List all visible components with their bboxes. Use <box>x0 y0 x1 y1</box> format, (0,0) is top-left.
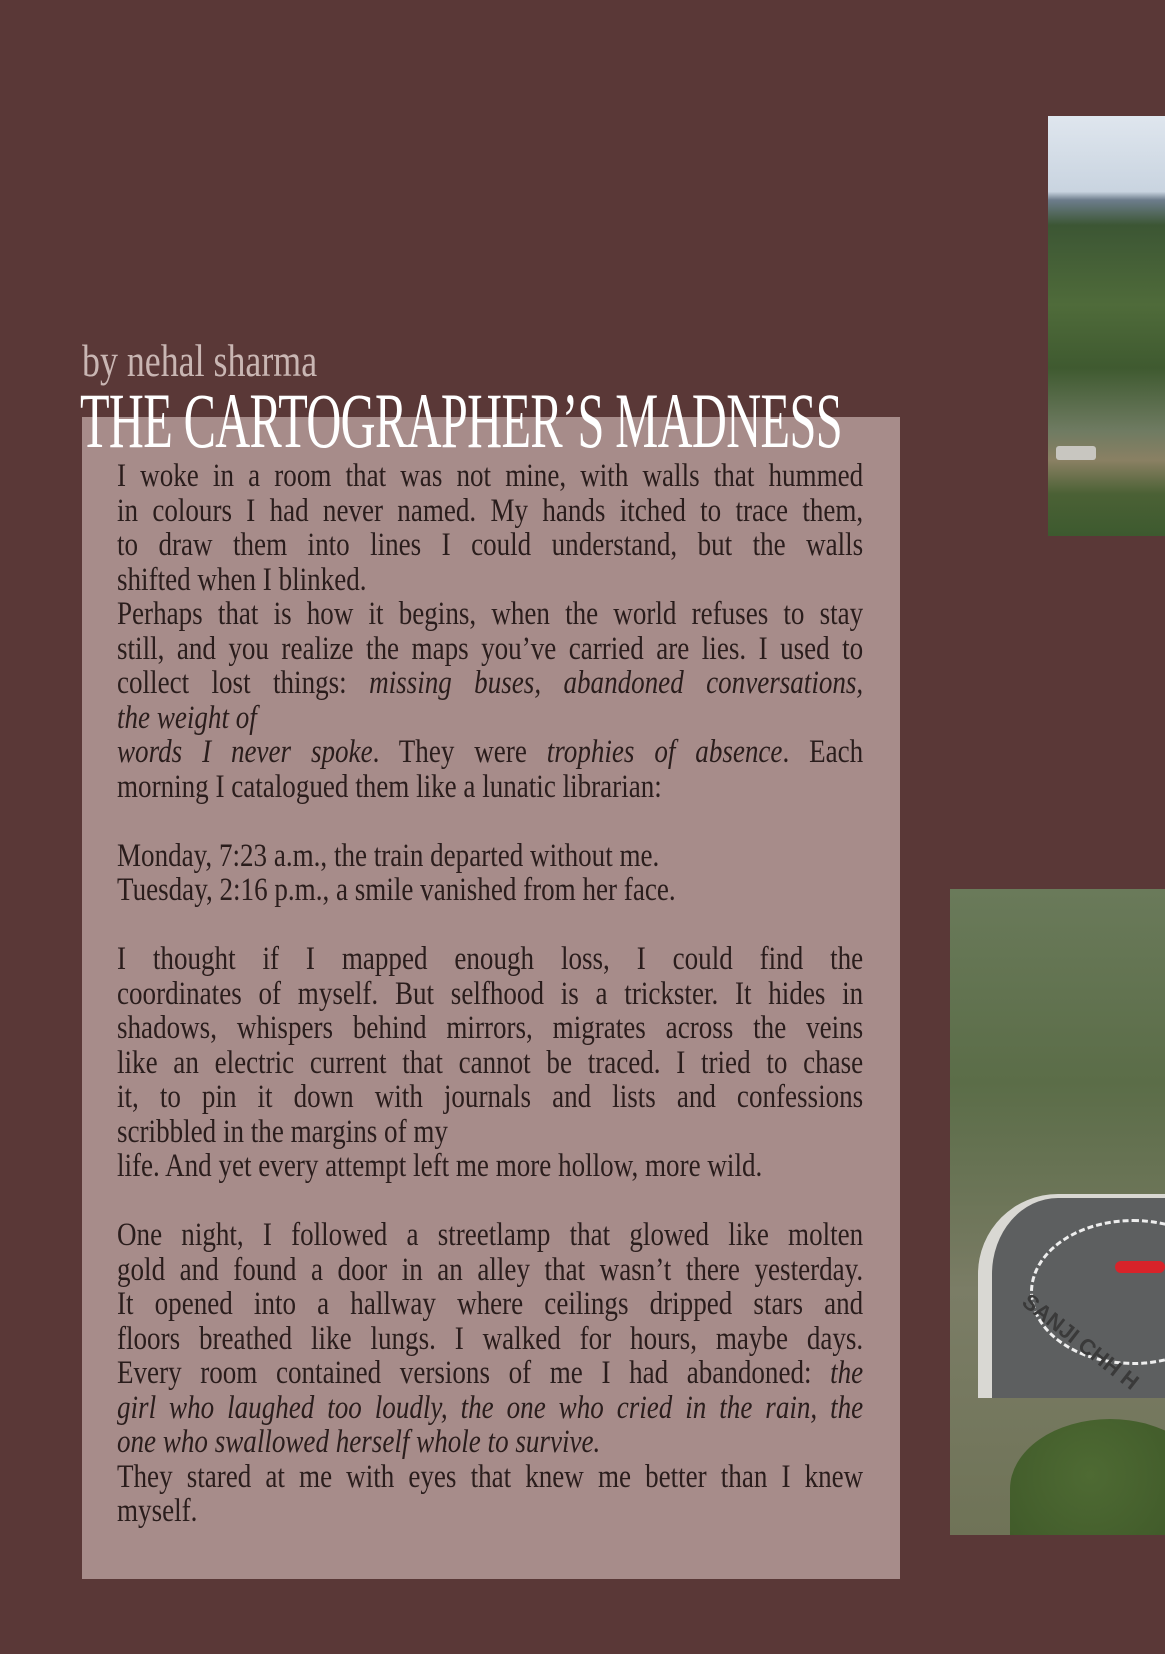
text-segment: floors breathed like lungs. I walked for hours, maybe days. <box>117 1321 864 1356</box>
text-segment: gold and found a door in an alley that wasn’t there yesterday. <box>117 1252 864 1287</box>
italic-text: one who swallowed herself whole to survive. <box>117 1424 601 1460</box>
text-line <box>117 701 863 736</box>
text-line <box>117 1322 863 1357</box>
italic-text: words I never spoke <box>117 735 373 770</box>
text-segment: Every room contained versions of me I had abandoned: <box>117 1356 831 1391</box>
text-line <box>117 1460 863 1495</box>
text-segment: in colours I had never named. My hands itched to trace them, <box>117 493 864 528</box>
text-line <box>117 1494 863 1529</box>
text-segment: it, to pin it down with journals and lists and confessions <box>117 1080 864 1115</box>
text-segment: They stared at me with eyes that knew me better than I knew <box>117 1459 864 1494</box>
text-line <box>117 1011 863 1046</box>
text-segment: collect lost things: <box>117 666 370 701</box>
text-line <box>117 666 863 701</box>
text-segment: shifted when I blinked. <box>117 561 367 598</box>
text-segment: Monday, 7:23 a.m., the train departed without me. <box>117 837 660 874</box>
text-segment: Perhaps that is how it begins, when the world refuses to stay <box>117 597 864 632</box>
text-line <box>117 1149 863 1184</box>
text-line <box>117 942 863 977</box>
italic-text: girl who laughed too loudly, the one who cried in the rain, the <box>117 1390 864 1425</box>
text-line <box>117 1391 863 1426</box>
text-line <box>117 1080 863 1115</box>
text-segment: It opened into a hallway where ceilings dripped stars and <box>117 1287 864 1322</box>
text-segment: scribbled in the margins of my <box>117 1113 448 1150</box>
blank-line <box>117 804 863 839</box>
text-line <box>117 597 863 632</box>
text-line <box>117 977 863 1012</box>
italic-text: the weight of <box>117 699 257 736</box>
text-segment: . Each <box>782 735 864 770</box>
italic-text: trophies of absence <box>546 735 783 770</box>
helipad-photo <box>950 889 1165 1535</box>
text-line <box>117 735 863 770</box>
text-line <box>117 770 863 805</box>
text-line <box>117 459 863 494</box>
text-line <box>117 1218 863 1253</box>
helipad-sign-text: SANJI CHH H <box>1017 1288 1144 1395</box>
text-segment: I thought if I mapped enough loss, I could find the <box>117 942 864 977</box>
article-body <box>117 459 863 1529</box>
text-segment: One night, I followed a streetlamp that glowed like molten <box>117 1218 864 1253</box>
text-segment: morning I catalogued them like a lunatic librarian: <box>117 768 662 805</box>
text-segment: to draw them into lines I could understand, but the walls <box>117 528 864 563</box>
text-segment: coordinates of myself. But selfhood is a trickster. It hides in <box>117 976 864 1011</box>
text-line <box>117 1287 863 1322</box>
text-line <box>117 528 863 563</box>
text-line <box>117 873 863 908</box>
text-segment: shadows, whispers behind mirrors, migrates across the veins <box>117 1011 864 1046</box>
italic-text: the <box>830 1356 864 1391</box>
blank-line <box>117 908 863 943</box>
text-segment: . They were <box>372 735 547 770</box>
text-line <box>117 839 863 874</box>
text-line <box>117 1253 863 1288</box>
text-line <box>117 494 863 529</box>
text-segment: Tuesday, 2:16 p.m., a smile vanished from her face. <box>117 872 676 908</box>
text-segment: I woke in a room that was not mine, with walls that hummed <box>117 459 864 494</box>
blank-line <box>117 1184 863 1219</box>
text-line <box>117 632 863 667</box>
text-segment: myself. <box>117 1493 198 1529</box>
text-line <box>117 1356 863 1391</box>
author-byline: by nehal sharma <box>82 335 318 386</box>
text-line <box>117 563 863 598</box>
article-title: THE CARTOGRAPHER’S MADNESS <box>80 377 843 464</box>
text-segment: still, and you realize the maps you’ve carried are lies. I used to <box>117 631 864 666</box>
italic-text: missing buses, abandoned conversations, <box>369 666 864 701</box>
text-line <box>117 1046 863 1081</box>
text-line <box>117 1425 863 1460</box>
text-line <box>117 1115 863 1150</box>
text-segment: like an electric current that cannot be traced. I tried to chase <box>117 1045 864 1080</box>
text-segment: life. And yet every attempt left me more hollow, more wild. <box>117 1148 763 1184</box>
hillside-photo <box>1048 116 1165 536</box>
